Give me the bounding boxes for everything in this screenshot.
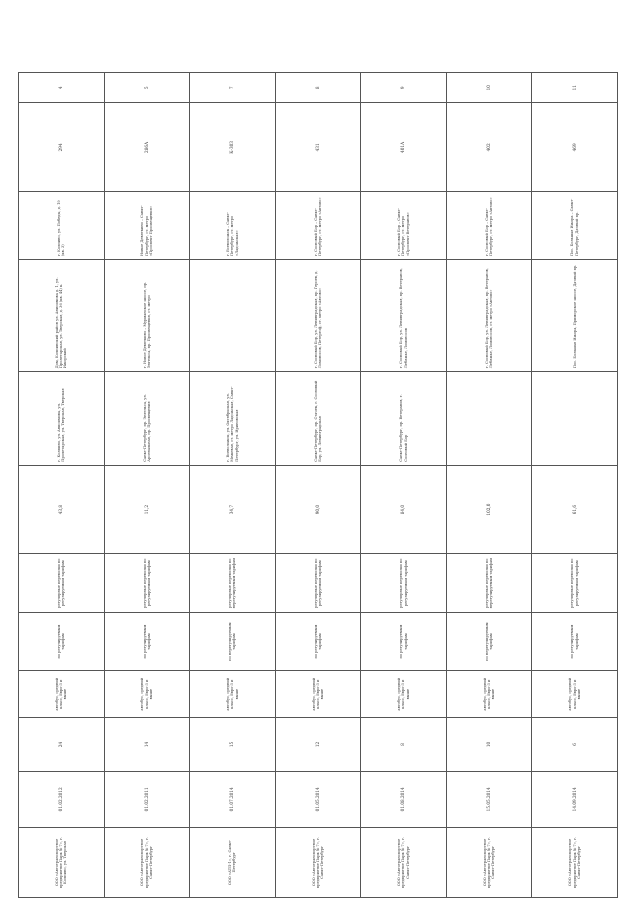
cell-org: ООО «Автотранспортное предприятие Парк № 7», г. Колпино, ул. Тверская [19,827,105,897]
cell-route: Дом, Колпинский район ул. Анисимова д. 1, ул. Пролетарская, ул. Тверская, д. 36 (кв. 44) к. Ижорский [19,260,105,372]
cell-date: 01.02.2012 [19,771,105,827]
cell-org: ООО «Автотранспортное предприятие Парк № 7», г. Санкт-Петербург [532,827,618,897]
table-row [446,73,532,898]
cell-streets: Санкт-Петербург, пр. Стачек, г. Сосновый Бор, ул. Ленинградская [275,372,361,465]
cell-len: 84,0 [361,465,447,554]
cell-n: 9 [361,73,447,103]
cell-num: 431 [275,103,361,192]
cell-len: 11,2 [104,465,190,554]
cell-bus: автобус, средний класс, Евро-3 и выше [190,671,276,718]
cell-streets [446,372,532,465]
cell-num: 401А [361,103,447,192]
cell-addr: г. Колпино, ул. Победы, д. 19 (кв. 3) [19,192,105,260]
cell-type: регулярные перевозки по регулируемым тарифам [19,554,105,612]
cell-date: 01.08.2014 [361,771,447,827]
cell-route: г. Сосновый Бор, ул. Ленинградская, пр. Героев, д. Ломоносов, Петергоф, ст. метро «Автово» [275,260,361,372]
cell-cnt: 14 [104,718,190,772]
cell-num: 402 [446,103,532,192]
cell-type: регулярные перевозки по регулируемым тарифам [361,554,447,612]
cell-type: регулярные перевозки по регулируемым тарифам [104,554,190,612]
cell-len: 34,7 [190,465,276,554]
cell-streets: г. Колпино, ул. Анисимова, ул. Пролетарская, ул. Тверская, Тверская [19,372,105,465]
table-row [104,73,190,898]
cell-type: регулярные перевозки по регулируемым тарифам [532,554,618,612]
cell-cnt: 24 [19,718,105,772]
cell-order: по нерегулируемым тарифам [446,612,532,670]
cell-addr: г. Сосновый Бор – Санкт-Петербург, ст. метро «Автово» [275,192,361,260]
cell-org: ООО «Автотранспортное предприятие Парк № 7», г. Санкт-Петербург [361,827,447,897]
cell-len: 102,0 [446,465,532,554]
cell-org: ООО «АТП-1», г. Санкт-Петербург [190,827,276,897]
cell-addr: г. Сосновый Бор – Санкт-Петербург, ст. метро «Проспект Ветеранов» [361,192,447,260]
cell-cnt: 10 [446,718,532,772]
cell-n: 10 [446,73,532,103]
routes-table [18,72,618,898]
cell-n: 7 [190,73,276,103]
cell-org: ООО «Автотранспортное предприятие Парк № 7», г. Санкт-Петербург [104,827,190,897]
cell-n: 4 [19,73,105,103]
cell-order: по регулируемым тарифам [361,612,447,670]
cell-date: 01.07.2014 [190,771,276,827]
rotated-table-wrapper [18,72,618,898]
cell-type: регулярные перевозки по нерегулируемым тарифам [446,554,532,612]
cell-order: по регулируемым тарифам [532,612,618,670]
cell-n: 5 [104,73,190,103]
routes-table-body [19,73,618,898]
cell-order: по нерегулируемым тарифам [190,612,276,670]
cell-bus: автобус, средний класс, Евро-3 и выше [275,671,361,718]
cell-date: 01.02.2011 [104,771,190,827]
cell-streets: Санкт-Петербург, пр. Ветеранов, г. Сосновый Бор [361,372,447,465]
cell-num: К-303 [190,103,276,192]
table-row [361,73,447,898]
cell-order: по регулируемым тарифам [275,612,361,670]
cell-cnt: 12 [275,718,361,772]
table-row [190,73,276,898]
cell-num: 286А [104,103,190,192]
cell-route: г. Сосновый Бор, ул. Ленинградская, пр. Ветеранов, Лебяжье, Ломоносов [361,260,447,372]
cell-num: 294 [19,103,105,192]
cell-streets [532,372,618,465]
cell-addr: Новые Девяткино – Санкт-Петербург, ст. метро «Проспект Просвещения» [104,192,190,260]
cell-date: 01.05.2014 [275,771,361,827]
cell-n: 8 [275,73,361,103]
cell-n: 11 [532,73,618,103]
cell-len: 61,6 [532,465,618,554]
cell-cnt: 8 [361,718,447,772]
cell-type: регулярные перевозки по регулируемым тарифам [275,554,361,612]
cell-route: Пос. Большая Ижора, Приморское шоссе, Дачный пр. [532,260,618,372]
cell-bus: автобус, средний класс, Евро-3 и выше [19,671,105,718]
cell-len: 90,0 [275,465,361,554]
cell-route: г. Сосновый Бор, ул. Ленинградская, пр. Ветеранов, Лебяжье, Ломоносов, ст. метро «Автово» [446,260,532,372]
cell-route [190,260,276,372]
cell-bus: автобус, средний класс, Евро-3 и выше [104,671,190,718]
cell-cnt: 15 [190,718,276,772]
cell-order: по регулируемым тарифам [19,612,105,670]
cell-bus: автобус, средний класс, Евро-3 и выше [361,671,447,718]
cell-bus: автобус, средний класс, Евро-3 и выше [532,671,618,718]
cell-addr: г. Сосновый Бор – Санкт-Петербург, ст. метро «Автово» [446,192,532,260]
cell-bus: автобус, средний класс, Евро-3 и выше [446,671,532,718]
table-row [275,73,361,898]
cell-streets: г. Всеволожск, ул. Октябрьская, ул. Межевая, ст. метро Ладожская, Санкт-Петербург, ул. Ириновская [190,372,276,465]
cell-route: г. Новое Девяткино – Мурманское шоссе, пр. Энгельса, пр. Просвещения, ст. метро [104,260,190,372]
cell-streets: Санкт-Петербург, пр. Энгельса, ул. Арсенальная, пр. Просвещения [104,372,190,465]
cell-order: по регулируемым тарифам [104,612,190,670]
cell-org: ООО «Автотранспортное предприятие Парк № 7», г. Санкт-Петербург [275,827,361,897]
cell-addr: Пос. Большая Ижора – Санкт-Петербург, Дачный пр. [532,192,618,260]
cell-num: 469 [532,103,618,192]
cell-addr: г. Всеволожск – Санкт-Петербург, ст. метро «Ладожская» [190,192,276,260]
cell-date: 15.05.2014 [446,771,532,827]
cell-cnt: 6 [532,718,618,772]
cell-org: ООО «Автотранспортное предприятие Парк № 7», г. Санкт-Петербург [446,827,532,897]
cell-date: 14.09.2014 [532,771,618,827]
table-row [532,73,618,898]
cell-len: 43,8 [19,465,105,554]
cell-type: регулярные перевозки по нерегулируемым тарифам [190,554,276,612]
table-row [19,73,105,898]
